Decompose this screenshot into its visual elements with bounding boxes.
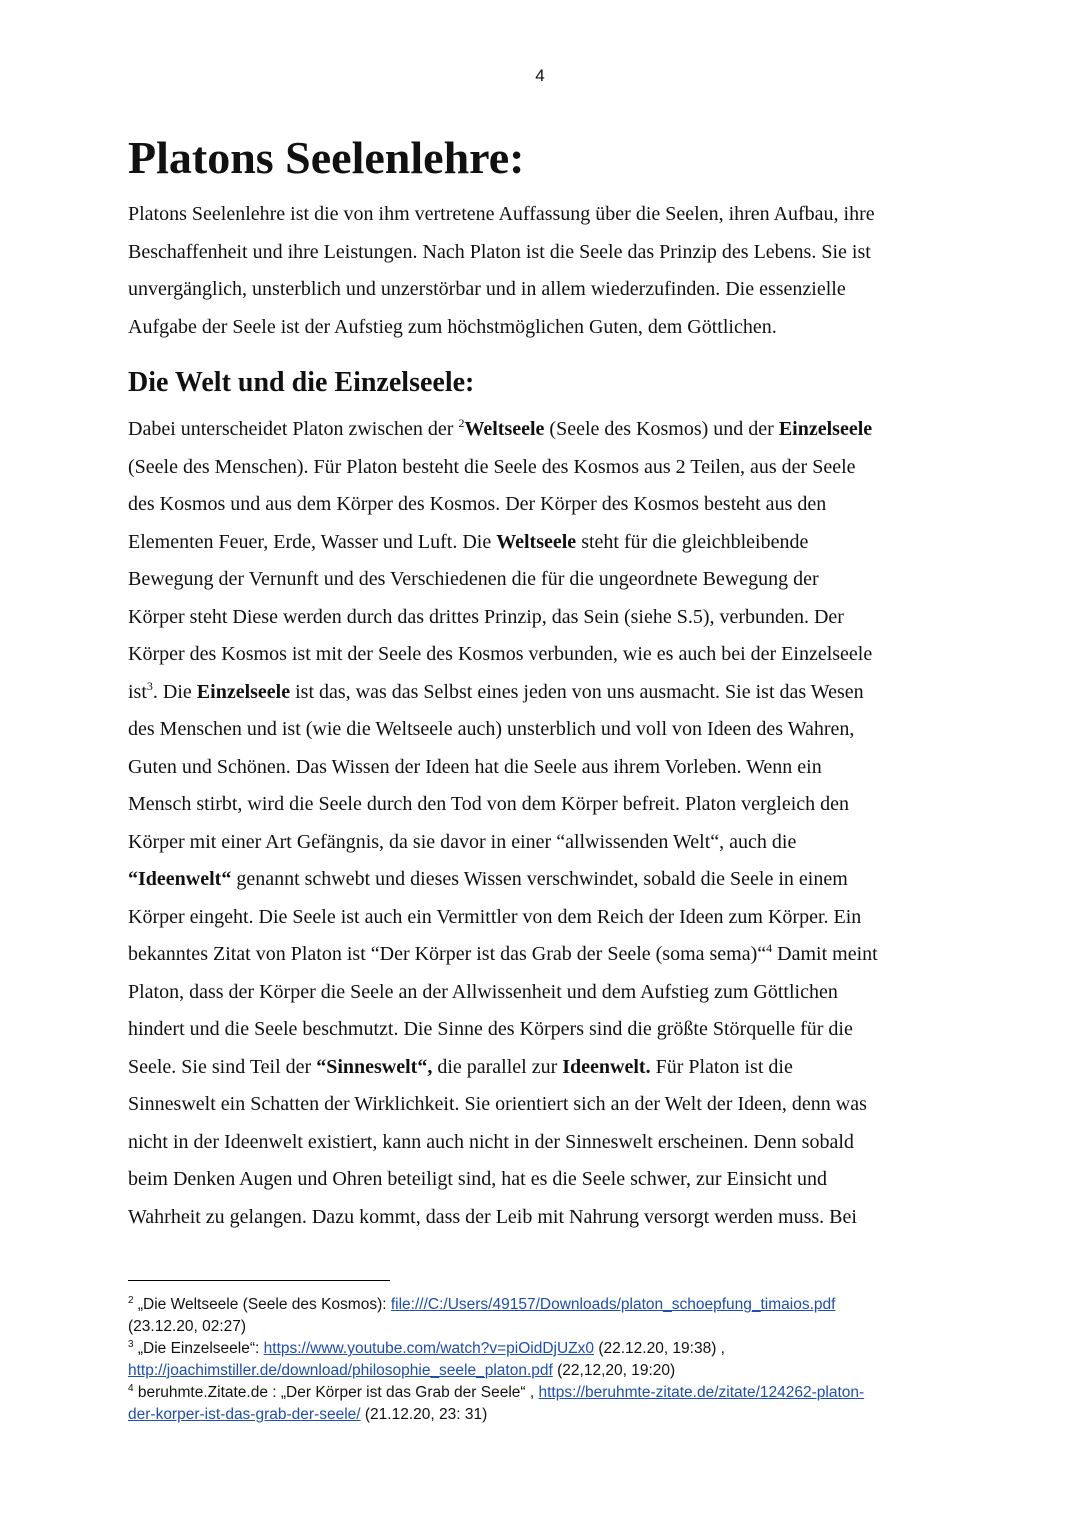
intro-line: unvergänglich, unsterblich und unzerstörbar und in allem wiederzufinden. Die essenzielle: [128, 278, 846, 300]
body-line: hindert und die Seele beschmutzt. Die Sinne des Körpers sind die größte Störquelle für die: [128, 1018, 853, 1040]
footnote-3: $^3$ „Die Einzelseele“: https://www.youtube.com/watch?v=piOidDjUZx0 (22.12.20, 19:38) ,: [128, 1339, 725, 1357]
body-line: Seele. Sie sind Teil der “Sinneswelt“, die parallel zur Ideenwelt. Für Platon ist die: [128, 1055, 793, 1078]
intro-line: Platons Seelenlehre ist die von ihm vertretene Auffassung über die Seelen, ihren Aufbau, ihre: [128, 203, 875, 225]
footnote-4-link-cont[interactable]: der-korper-ist-das-grab-der-seele/: [128, 1406, 361, 1423]
body-line: Guten und Schönen. Das Wissen der Ideen hat die Seele aus ihrem Vorleben. Wenn ein: [128, 755, 822, 778]
footnote-4-link[interactable]: https://beruhmte-zitate.de/zitate/124262-platon-: [538, 1384, 865, 1401]
footnote-3-cont: http://joachimstiller.de/download/philosophie_seele_platon.pdf (22,12,20, 19:20): [128, 1362, 676, 1379]
page-title: Platons Seelenlehre:: [128, 132, 525, 183]
footnote-2-link[interactable]: file:///C:/Users/49157/Downloads/platon_schoepfung_timaios.pdf: [390, 1296, 836, 1313]
body-paragraph: [128, 411, 878, 1236]
body-line: Platon, dass der Körper die Seele an der Allwissenheit und dem Aufstieg zum Göttlichen: [128, 980, 838, 1003]
footnote-2-date: (23.12.20, 02:27): [128, 1318, 247, 1335]
page-number: 4: [535, 66, 545, 85]
intro-paragraph: [128, 196, 875, 346]
footnotes: [128, 1294, 864, 1426]
body-line: (Seele des Menschen). Für Platon besteht die Seele des Kosmos aus 2 Teilen, aus der Seele: [128, 455, 856, 478]
body-line: Mensch stirbt, wird die Seele durch den Tod von dem Körper befreit. Platon vergleich den: [128, 793, 850, 815]
body-line: Körper mit einer Art Gefängnis, da sie davor in einer “allwissenden Welt“, auch die: [128, 830, 797, 853]
body-line: Sinneswelt ein Schatten der Wirklichkeit. Sie orientiert sich an der Welt der Ideen, denn was: [128, 1093, 867, 1115]
footnote-2: $^2$ „Die Weltseele (Seele des Kosmos): file:///C:/Users/49157/Downloads/platon_schoepfung_timaios.pdf: [128, 1295, 836, 1313]
body-line: des Menschen und ist (wie die Weltseele auch) unsterblich und voll von Ideen des Wahren,: [128, 718, 855, 740]
body-line: Körper eingeht. Die Seele ist auch ein Vermittler von dem Reich der Ideen zum Körper. Ein: [128, 905, 862, 928]
body-line: Wahrheit zu gelangen. Dazu kommt, dass der Leib mit Nahrung versorgt werden muss. Bei: [128, 1205, 857, 1228]
body-line: Körper steht Diese werden durch das drittes Prinzip, das Sein (siehe S.5), verbunden. Der: [128, 605, 844, 628]
body-line: Dabei unterscheidet Platon zwischen der $^2$Weltseele (Seele des Kosmos) und der Einzelseele: [128, 416, 873, 440]
footnote-separator: [128, 1280, 390, 1281]
footnote-ref: 3: [146, 678, 153, 693]
footnote-4-cont: der-korper-ist-das-grab-der-seele/ (21.12.20, 23: 31): [128, 1406, 488, 1423]
footnote-3-link-youtube[interactable]: https://www.youtube.com/watch?v=piOidDjUZx0: [263, 1340, 595, 1357]
body-line: ist$^3$. Die Einzelseele ist das, was das Selbst eines jeden von uns ausmacht. Sie ist das Wesen: [128, 678, 864, 703]
footnote-ref: 2: [458, 416, 465, 430]
intro-line: Aufgabe der Seele ist der Aufstieg zum höchstmöglichen Guten, dem Göttlichen.: [128, 315, 777, 338]
body-line: Elementen Feuer, Erde, Wasser und Luft. Die Weltseele steht für die gleichbleibende: [128, 530, 809, 553]
footnote-3-link-stiller[interactable]: http://joachimstiller.de/download/philosophie_seele_platon.pdf: [128, 1362, 553, 1379]
footnote-ref: 4: [766, 941, 773, 955]
intro-line: Beschaffenheit und ihre Leistungen. Nach Platon ist die Seele das Prinzip des Lebens. Sie ist: [128, 240, 871, 263]
footnote-4: $^4$ beruhmte.Zitate.de : „Der Körper ist das Grab der Seele“ , https://beruhmte-zitate.de/zitate/124262-platon-: [128, 1383, 865, 1401]
body-line: nicht in der Ideenwelt existiert, kann auch nicht in der Sinneswelt erscheinen. Denn sobald: [128, 1130, 854, 1153]
body-line: bekanntes Zitat von Platon ist “Der Körper ist das Grab der Seele (soma sema)“$^4$ Damit meint: [128, 941, 878, 965]
body-line: Bewegung der Vernunft und des Verschiedenen die für die ungeordnete Bewegung der: [128, 568, 819, 590]
section-heading: Die Welt und die Einzelseele:: [128, 367, 475, 398]
body-line: des Kosmos und aus dem Körper des Kosmos. Der Körper des Kosmos besteht aus den: [128, 493, 827, 515]
body-line: “Ideenwelt“ genannt schwebt und dieses Wissen verschwindet, sobald die Seele in einem: [128, 868, 848, 890]
body-line: Körper des Kosmos ist mit der Seele des Kosmos verbunden, wie es auch bei der Einzelseele: [128, 643, 873, 665]
body-line: beim Denken Augen und Ohren beteiligt sind, hat es die Seele schwer, zur Einsicht und: [128, 1168, 828, 1190]
